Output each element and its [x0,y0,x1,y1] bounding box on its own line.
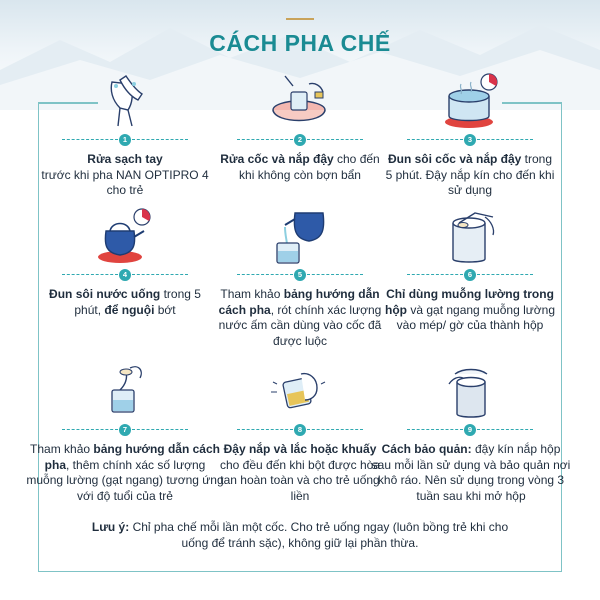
step-1 [40,70,210,199]
step-9 [371,360,571,504]
header-accent-line [286,18,314,20]
wash-cup-icon [265,70,335,132]
step-text: Đun sôi cốc và nắp đậy trong 5 phút. Đậy nắp kín cho đến khi sử dụng [385,152,555,197]
step-4 [40,205,210,318]
scoop-tin-icon [435,205,505,267]
step-number-badge: 4 [119,269,131,281]
step-text: Cách bảo quản: đậy kín nắp hộp sau mỗi lần sử dụng và bảo quản nơi khô ráo. Nên sử dụng trong vòng 3 tuần sau khi mở hộp [371,442,571,503]
step-number-badge: 2 [294,134,306,146]
kettle-boil-icon [90,205,160,267]
store-tin-icon [435,360,505,422]
step-text: Đậy nắp và lắc hoặc khuấy cho đều đến khi bột được hòa tan hoàn toàn và cho trẻ uống liền [219,442,380,503]
step-number-badge: 8 [294,424,306,436]
shake-cup-icon [265,360,335,422]
step-5 [215,205,385,349]
note-text: Chỉ pha chế mỗi lần một cốc. Cho trẻ uống ngay (luôn bồng trẻ khi cho uống để tránh sặc), không giữ lại phần thừa. [129,520,509,550]
step-3 [385,70,555,199]
pour-water-icon [265,205,335,267]
step-text: Tham khảo bảng hướng dẫn cách pha, thêm chính xác số lượng muỗng lường (gạt ngang) tương ứng với độ tuổi của trẻ [26,442,224,503]
step-number-badge: 1 [119,134,131,146]
hand-washing-icon [90,70,160,132]
step-text: Chỉ dùng muỗng lường trong hộp và gạt ngang muỗng lường vào mép/ gờ của thành hộp [385,287,556,332]
step-text: Tham khảo bảng hướng dẫn cách pha, rót chính xác lượng nước ấm cần dùng vào cốc đã được luộc [218,287,382,348]
step-number-badge: 3 [464,134,476,146]
step-number-badge: 5 [294,269,306,281]
add-powder-icon [90,360,160,422]
note [80,519,520,551]
step-text: Rửa sạch tay trước khi pha NAN OPTIPRO 4 cho trẻ [41,152,209,197]
step-8 [215,360,385,504]
step-text: Đun sôi nước uống trong 5 phút, để nguội bớt [49,287,201,317]
step-2 [215,70,385,183]
step-6 [385,205,555,334]
step-7 [26,360,224,504]
note-label: Lưu ý: [91,520,130,534]
step-text: Rửa cốc và nắp đậy cho đến khi không còn bợn bẩn [220,152,380,182]
step-number-badge: 6 [464,269,476,281]
boil-cup-icon [435,70,505,132]
page-title: CÁCH PHA CHẾ [209,30,391,56]
step-number-badge: 7 [119,424,131,436]
step-number-badge: 9 [464,424,476,436]
